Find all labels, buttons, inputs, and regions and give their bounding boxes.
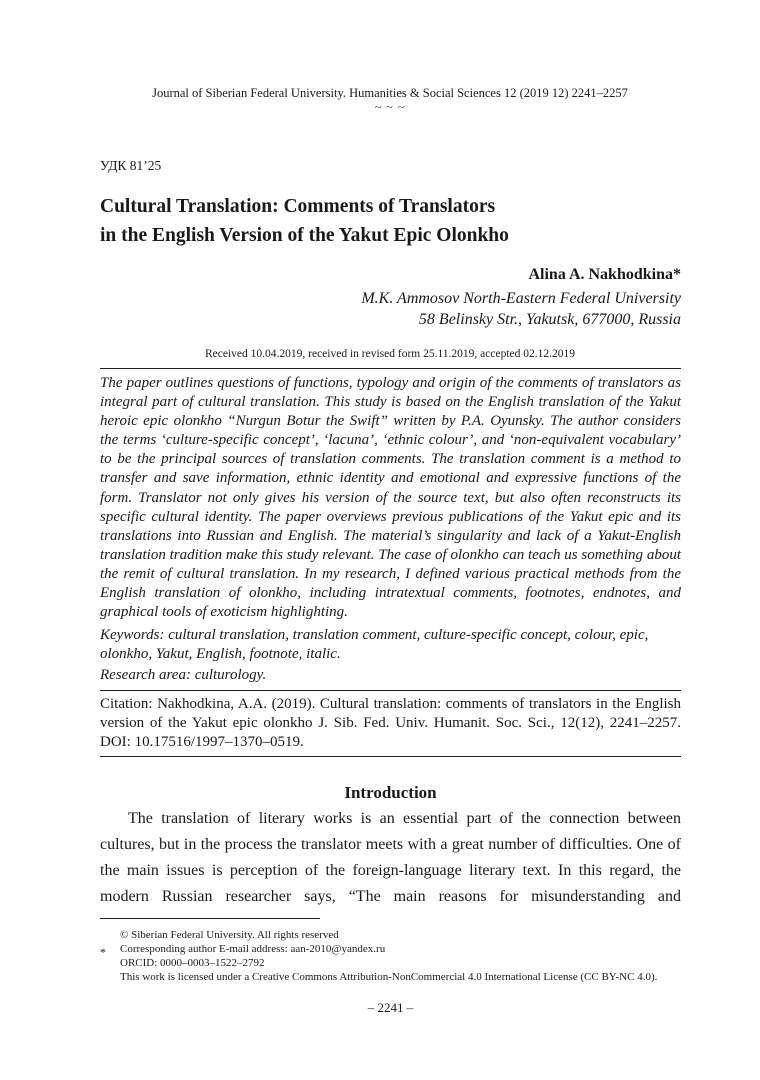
citation-bottom-rule	[100, 756, 681, 757]
received-dates: Received 10.04.2019, received in revised form 25.11.2019, accepted 02.12.2019	[204, 348, 576, 360]
page-number: – 2241 –	[367, 1000, 414, 1015]
udk-code: УДК 81’25	[100, 158, 162, 173]
abstract: The paper outlines questions of functions, typology and origin of the comments of translators as integral part of cultural translation. This study is based on the English translation of the Yakut heroic epic olonkho “Nurgun Botur the Swift” written by P.A. Oyunsky. The author considers the terms ‘culture-specific concept’, ‘lacuna’, ‘ethnic colour’, and ‘non-equivalent vocabulary’ to be the principal sources of translation comments. The translation comment is a method to transfer and save information, ethnic identity and emotional and expressive functions of the form. Translator not only gives his version of the source text, but also often reconstructs its specific cultural identity. The paper overviews previous publications of the Yakut epic and its translations into Russian and English. The material’s singularity and lack of a Yakut-English translation tradition make this study relevant. The case of olonkho can teach us something about the remit of cultural translation. In my research, I defined various practical methods from the English translation of olonkho, including intratextual comments, footnotes, endnotes, and graphical tools of exoticism highlighting.	[100, 375, 681, 621]
title-line-2: in the English Version of the Yakut Epic Olonkho	[100, 225, 509, 246]
abstract-top-rule	[100, 368, 681, 369]
footnote-copyright: © Siberian Federal University. All rights reserved	[120, 929, 339, 941]
citation-top-rule	[100, 690, 681, 691]
journal-header: Journal of Siberian Federal University. Humanities & Social Sciences 12 (2019 12) 2241–2257	[152, 86, 628, 100]
article-title	[100, 192, 680, 250]
footnote-rule	[100, 918, 320, 919]
research-area: Research area: culturology.	[100, 667, 267, 683]
footnote-corresponding-author: Corresponding author E-mail address: aan-2010@yandex.ru	[120, 943, 386, 955]
author-name: Alina A. Nakhodkina*	[528, 266, 681, 283]
citation: Citation: Nakhodkina, A.A. (2019). Cultural translation: comments of translators in the English version of the Yakut epic olonkho J. Sib. Fed. Univ. Humanit. Soc. Sci., 12(12), 2241–2257. DOI: 10.17516/1997–1370–0519.	[100, 696, 681, 751]
keywords: Keywords: cultural translation, translation comment, culture-specific concept, colour, epic, olonkho, Yakut, English, footnote, italic.	[100, 627, 649, 663]
affiliation-line-1: M.K. Ammosov North-Eastern Federal University	[361, 290, 681, 307]
footnote-star: *	[100, 945, 106, 959]
introduction-paragraph: The translation of literary works is an essential part of the connection between cultures, but in the process the translator meets with a great number of difficulties. One of the main issues is perception of the foreign-language literary text. In this regard, the modern Russian researcher says, “The main reasons for misunderstanding and	[100, 810, 681, 905]
title-line-1: Cultural Translation: Comments of Translators	[100, 196, 496, 217]
introduction-heading: Introduction	[344, 783, 437, 802]
header-ornament: ~ ~ ~	[374, 100, 406, 114]
footnote-orcid: ORCID: 0000–0003–1522–2792	[120, 957, 265, 969]
affiliation-line-2: 58 Belinsky Str., Yakutsk, 677000, Russia	[418, 311, 681, 328]
footnote-license: This work is licensed under a Creative Commons Attribution-NonCommercial 4.0 International License (CC BY-NC 4.0).	[120, 971, 658, 983]
author-affiliation	[100, 288, 681, 330]
